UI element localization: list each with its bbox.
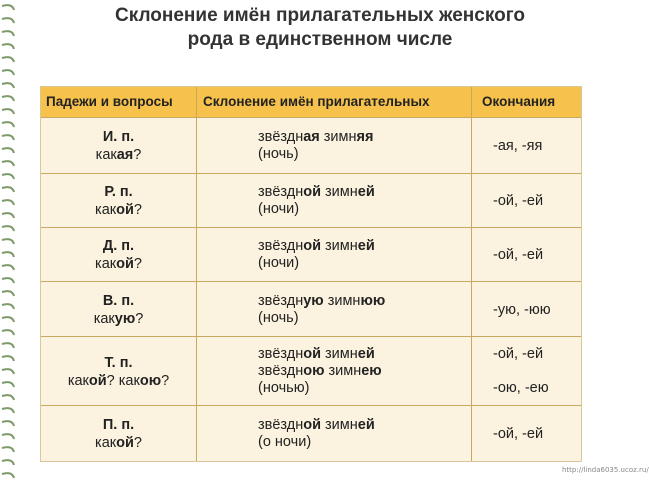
table-row [41, 117, 581, 174]
form-line: звёздной зимней [258, 346, 375, 362]
ending-value: -ою, -ею [493, 380, 549, 396]
case-question: какую? [93, 311, 144, 327]
adjective-forms [258, 238, 375, 272]
table-row [41, 336, 581, 406]
case-cell [41, 183, 196, 219]
case-cell [41, 354, 196, 390]
header-endings: Окончания [482, 94, 556, 109]
page-title [60, 4, 580, 52]
case-name: И. п. [102, 129, 135, 145]
watermark: http://linda6035.ucoz.ru/ [562, 466, 649, 474]
form-line: (о ночи) [258, 434, 312, 450]
case-name: Р. п. [104, 184, 133, 200]
case-question: какой? [95, 202, 142, 218]
form-line: (ночь) [258, 146, 299, 162]
adjective-forms [258, 184, 375, 218]
declension-table [40, 86, 582, 462]
endings-cell [493, 345, 549, 397]
ending-value: -ой, -ей [493, 247, 544, 263]
title-line-2: рода в единственном числе [187, 29, 453, 50]
case-cell [41, 292, 196, 328]
form-line: звёздной зимней [258, 238, 375, 254]
notebook-spiral [0, 0, 18, 480]
case-name: Д. п. [102, 238, 135, 254]
table-row [41, 281, 581, 337]
ending-value: -ая, -яя [493, 138, 543, 154]
case-name: В. п. [102, 293, 135, 309]
table-header [41, 87, 581, 117]
adjective-forms [258, 346, 382, 397]
form-line: (ночи) [258, 255, 300, 271]
case-question: какой? какою? [67, 373, 170, 389]
table-row [41, 173, 581, 228]
form-line: (ночью) [258, 380, 310, 396]
ending-value: -ой, -ей [493, 426, 544, 442]
ending-value: -ой, -ей [493, 346, 544, 362]
case-question: какой? [95, 256, 142, 272]
case-name: Т. п. [104, 355, 133, 371]
form-line: звёздной зимней [258, 184, 375, 200]
case-question: какой? [95, 435, 142, 451]
header-cases: Падежи и вопросы [46, 94, 173, 109]
endings-cell [493, 425, 543, 443]
title-line-1: Склонение имён прилагательных женского [114, 5, 525, 26]
form-line: (ночь) [258, 310, 299, 326]
case-cell [41, 237, 196, 273]
header-declension: Склонение имён прилагательных [203, 94, 430, 109]
adjective-forms [258, 417, 375, 451]
case-cell [41, 128, 196, 164]
case-name: П. п. [102, 417, 135, 433]
form-line: звёздная зимняя [258, 129, 374, 145]
endings-cell [493, 301, 551, 319]
case-question: какая? [95, 147, 142, 163]
form-line: звёздною зимнею [258, 363, 382, 379]
endings-cell [493, 137, 542, 155]
form-line: (ночи) [258, 201, 300, 217]
ending-value: -ую, -юю [493, 302, 551, 318]
table-row [41, 227, 581, 282]
endings-cell [493, 192, 543, 210]
table-row [41, 405, 581, 462]
adjective-forms [258, 129, 373, 163]
case-cell [41, 416, 196, 452]
adjective-forms [258, 293, 385, 327]
form-line: звёздную зимнюю [258, 293, 386, 309]
form-line: звёздной зимней [258, 417, 375, 433]
endings-cell [493, 246, 543, 264]
ending-value: -ой, -ей [493, 193, 544, 209]
